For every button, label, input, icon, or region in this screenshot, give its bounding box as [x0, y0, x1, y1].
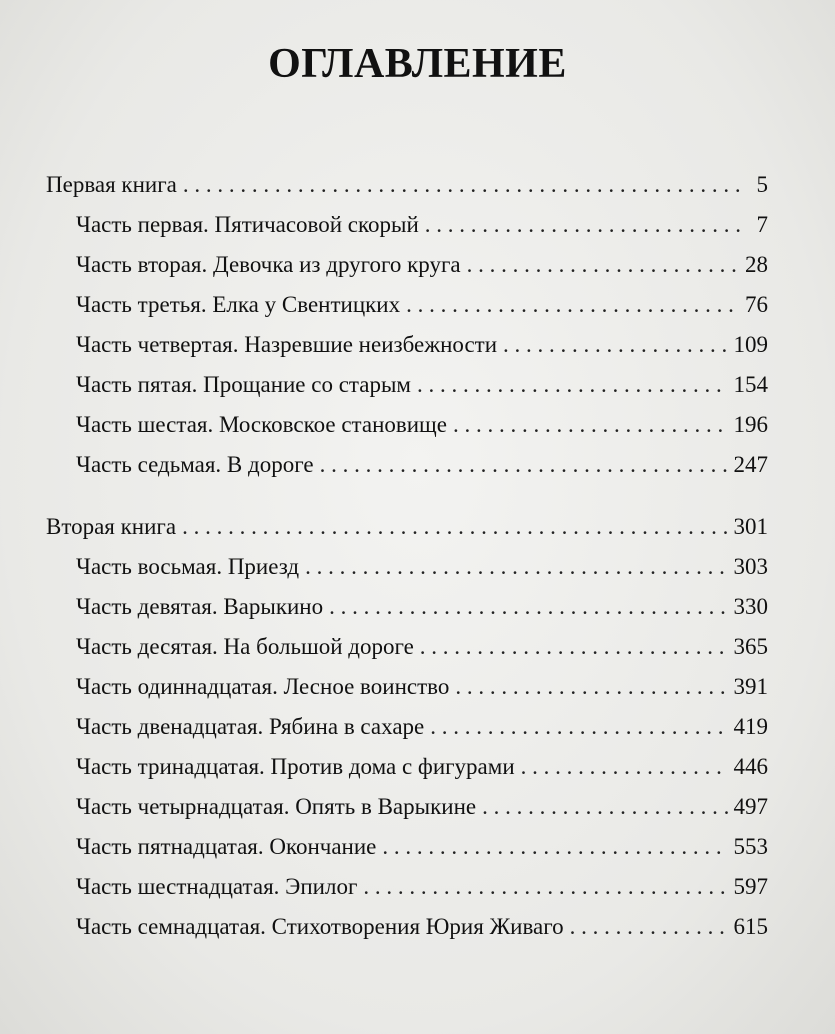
dot-leader	[320, 452, 728, 478]
toc-entry-page: 553	[733, 834, 768, 859]
dot-leader	[570, 914, 728, 940]
toc-entry-part-14	[46, 794, 768, 834]
toc-entry-label: Часть первая. Пятичасовой скорый	[76, 212, 419, 237]
toc-entry-label: Часть пятая. Прощание со старым	[76, 372, 411, 397]
table-of-contents	[46, 172, 768, 954]
toc-entry-label: Часть четвертая. Назревшие неизбежности	[76, 332, 498, 357]
toc-entry-label: Вторая книга	[46, 514, 177, 539]
dot-leader	[382, 834, 727, 860]
dot-leader	[455, 674, 727, 700]
dot-leader	[182, 514, 727, 540]
toc-entry-page: 7	[756, 212, 768, 237]
toc-entry-page: 303	[733, 554, 768, 579]
toc-entry-part-16	[46, 874, 768, 914]
toc-entry-page: 5	[756, 172, 768, 197]
toc-entry-page: 391	[733, 674, 768, 699]
toc-entry-part-3	[46, 292, 768, 332]
page-title: ОГЛАВЛЕНИЕ	[268, 41, 567, 87]
toc-entry-book-2	[46, 514, 768, 554]
toc-entry-label: Часть восьмая. Приезд	[76, 554, 300, 579]
toc-entry-page: 365	[733, 634, 768, 659]
dot-leader	[183, 172, 742, 198]
toc-entry-part-1	[46, 212, 768, 252]
dot-leader	[430, 714, 727, 740]
dot-leader	[521, 754, 728, 780]
toc-entry-part-6	[46, 412, 768, 452]
dot-leader	[482, 794, 727, 820]
toc-entry-part-9	[46, 594, 768, 634]
dot-leader	[503, 332, 727, 358]
toc-entry-label: Часть пятнадцатая. Окончание	[76, 834, 377, 859]
toc-entry-page: 446	[733, 754, 768, 779]
toc-entry-part-4	[46, 332, 768, 372]
toc-entry-label: Часть шестая. Московское становище	[76, 412, 447, 437]
toc-entry-part-8	[46, 554, 768, 594]
toc-entry-page: 597	[733, 874, 768, 899]
toc-entry-page: 330	[733, 594, 768, 619]
toc-entry-label: Первая книга	[46, 172, 177, 197]
toc-entry-part-15	[46, 834, 768, 874]
toc-entry-label: Часть одиннадцатая. Лесное воинство	[76, 674, 450, 699]
toc-entry-part-11	[46, 674, 768, 714]
toc-entry-label: Часть третья. Елка у Свентицких	[76, 292, 401, 317]
toc-entry-page: 615	[733, 914, 768, 939]
toc-entry-page: 419	[733, 714, 768, 739]
toc-entry-label: Часть шестнадцатая. Эпилог	[76, 874, 358, 899]
toc-entry-page: 247	[733, 452, 768, 477]
toc-entry-part-10	[46, 634, 768, 674]
toc-entry-page: 301	[733, 514, 768, 539]
toc-entry-part-2	[46, 252, 768, 292]
toc-entry-page: 76	[745, 292, 768, 317]
toc-entry-page: 497	[733, 794, 768, 819]
toc-entry-label: Часть седьмая. В дороге	[76, 452, 314, 477]
toc-entry-part-5	[46, 372, 768, 412]
toc-entry-label: Часть тринадцатая. Против дома с фигурами	[76, 754, 515, 779]
toc-entry-part-17	[46, 914, 768, 954]
toc-entry-page: 196	[733, 412, 768, 437]
toc-entry-label: Часть десятая. На большой дороге	[76, 634, 414, 659]
toc-entry-part-13	[46, 754, 768, 794]
dot-leader	[363, 874, 727, 900]
dot-leader	[420, 634, 728, 660]
toc-entry-page: 109	[733, 332, 768, 357]
toc-entry-label: Часть вторая. Девочка из другого круга	[76, 252, 461, 277]
dot-leader	[406, 292, 739, 318]
toc-entry-label: Часть двенадцатая. Рябина в сахаре	[76, 714, 425, 739]
toc-entry-book-1	[46, 172, 768, 212]
dot-leader	[305, 554, 727, 580]
toc-entry-label: Часть четырнадцатая. Опять в Варыкине	[76, 794, 477, 819]
dot-leader	[467, 252, 739, 278]
toc-entry-part-12	[46, 714, 768, 754]
dot-leader	[453, 412, 728, 438]
toc-entry-label: Часть девятая. Варыкино	[76, 594, 324, 619]
toc-entry-page: 28	[745, 252, 768, 277]
toc-entry-part-7	[46, 452, 768, 492]
dot-leader	[417, 372, 728, 398]
toc-entry-page: 154	[733, 372, 768, 397]
dot-leader	[329, 594, 727, 620]
toc-entry-label: Часть семнадцатая. Стихотворения Юрия Живаго	[76, 914, 564, 939]
dot-leader	[425, 212, 742, 238]
